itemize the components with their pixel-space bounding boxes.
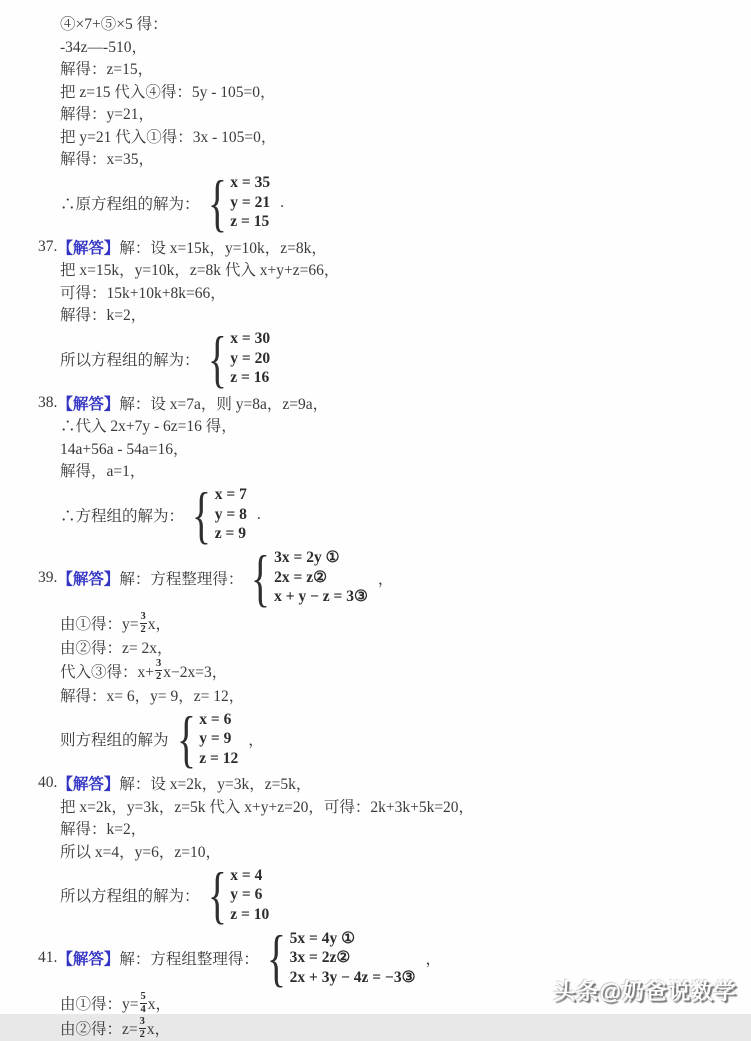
left-brace-icon: {: [207, 166, 227, 238]
trailing-punctuation: ，: [425, 950, 441, 968]
solution-line: [38, 459, 743, 482]
fraction-numerator: 3: [139, 1015, 145, 1027]
solution-line: [38, 1016, 743, 1041]
text-segment: 由①得：y=: [60, 616, 139, 634]
system-label: ∴原方程组的解为：: [60, 195, 200, 213]
text-segment: 由①得：y=: [60, 996, 139, 1014]
solution-line: [38, 303, 743, 326]
text-segment: 把 x=15k，y=10k，z=8k 代入 x+y+z=66，: [60, 262, 340, 280]
equation: x = 7: [214, 486, 247, 504]
system-label: ∴方程组的解为：: [60, 507, 185, 525]
text-segment: 把 z=15 代入④得：5y - 105=0，: [60, 83, 276, 101]
left-brace-icon: {: [207, 858, 227, 930]
equation-system-line: [38, 166, 743, 238]
solution-line: [38, 683, 743, 706]
problem-40-solution: [38, 772, 743, 930]
text-segment: 解得，a=1，: [60, 463, 146, 481]
text-segment: 解得：k=2，: [60, 307, 147, 325]
equation-group: [230, 866, 269, 925]
left-brace-icon: {: [251, 541, 271, 613]
equation-system-line: [38, 858, 743, 930]
solution-line: [38, 281, 743, 304]
text-segment: 14a+56a - 54a=16，: [60, 440, 189, 458]
equation: y = 6: [230, 886, 263, 903]
text-segment: 把 y=21 代入①得：3x - 105=0，: [60, 128, 277, 146]
equation-system-line: [38, 541, 743, 613]
system-label: 所以方程组的解为：: [60, 887, 200, 905]
equation: z = 12: [199, 749, 239, 767]
equation-system-line: [38, 702, 743, 774]
text-segment: 可得：15k+10k+8k=66，: [60, 284, 226, 302]
fraction: [139, 1016, 146, 1041]
solution-line: [38, 658, 743, 683]
text-segment: 代入③得：x+: [60, 663, 154, 681]
equation: x + y − z = 3③: [274, 588, 368, 606]
fraction-numerator: 3: [140, 610, 146, 622]
equation-system-line: [38, 322, 743, 394]
equation: 5x = 4y ①: [289, 929, 355, 947]
equation: y = 21: [230, 193, 271, 211]
fraction-numerator: 5: [140, 990, 146, 1002]
fraction-denominator: 2: [140, 623, 146, 635]
left-brace-icon: {: [191, 478, 211, 550]
equation: 3x = 2y ①: [274, 549, 340, 567]
solution-line: [38, 35, 743, 58]
answer-tag: 【解答】: [57, 395, 120, 413]
text-segment: x，: [147, 996, 172, 1014]
equation: y = 20: [230, 349, 271, 367]
fraction: [140, 611, 147, 636]
equation: x = 35: [230, 174, 271, 192]
text-segment: -34z—-510，: [60, 38, 147, 56]
problem-37-solution: [38, 236, 743, 394]
equation-group: [230, 173, 270, 232]
problem-number: 38.: [38, 393, 58, 411]
text-segment: 解：设 x=7a，则 y=8a，z=9a，: [119, 395, 329, 413]
equation-group: [290, 929, 416, 988]
watermark: 头条@奶爸说数学: [553, 979, 737, 1004]
solution-line: [38, 839, 743, 862]
answer-tag: 【解答】: [57, 950, 120, 968]
equation: z = 16: [230, 369, 270, 387]
solution-line: [38, 817, 743, 840]
system-label: 解：方程组整理得：: [119, 950, 259, 968]
solution-line: [38, 611, 743, 636]
equation: x = 30: [230, 330, 271, 348]
answer-tag: 【解答】: [57, 776, 120, 793]
solution-line: [38, 80, 743, 103]
equation: z = 9: [214, 525, 246, 543]
text-segment: 由②得：z=: [60, 1021, 138, 1039]
text-segment: 解得：z=15，: [60, 61, 154, 79]
numbered-solution-line: [38, 236, 743, 259]
trailing-punctuation: ，: [248, 731, 264, 749]
solution-line: [38, 57, 743, 80]
fraction-denominator: 2: [139, 1028, 145, 1040]
numbered-solution-line: [38, 772, 743, 795]
fraction-denominator: 4: [140, 1003, 146, 1015]
solution-line: [38, 437, 743, 460]
text-segment: 所以 x=4，y=6，z=10，: [60, 843, 221, 861]
solution-line: [38, 258, 743, 281]
text-segment: 解得：k=2，: [60, 821, 147, 838]
equation-system-line: [38, 478, 743, 550]
left-brace-icon: {: [176, 702, 196, 774]
text-segment: 解：设 x=15k，y=10k，z=8k，: [119, 239, 327, 257]
answer-tag: 【解答】: [57, 570, 120, 588]
left-brace-icon: {: [207, 322, 227, 394]
solution-line: [38, 102, 743, 125]
problem-number: 37.: [38, 237, 58, 255]
trailing-punctuation: ，: [377, 570, 394, 588]
system-label: 所以方程组的解为：: [60, 351, 200, 369]
problem-39-solution: [38, 541, 743, 774]
problem-38-solution: [38, 392, 743, 550]
text-segment: ∴代入 2x+7y - 6z=16 得，: [60, 418, 237, 436]
text-segment: 把 x=2k，y=3k，z=5k 代入 x+y+z=20，可得：2k+3k+5k=20，: [60, 798, 475, 816]
solution-line: [38, 125, 743, 148]
system-label: 解：方程整理得：: [119, 570, 244, 588]
text-segment: ④×7+⑤×5 得：: [60, 16, 168, 34]
solution-line: [38, 794, 743, 817]
equation: x = 6: [199, 710, 232, 728]
equation: 3x = 2z②: [289, 949, 351, 966]
problem-number: 40.: [38, 774, 58, 791]
equation: z = 10: [230, 905, 270, 923]
solution-line: [38, 147, 743, 170]
trailing-punctuation: .: [256, 505, 261, 523]
equation-group: [230, 329, 270, 388]
equation: y = 9: [199, 730, 232, 747]
solution-line: [38, 636, 743, 659]
trailing-punctuation: .: [280, 193, 284, 211]
fraction: [140, 991, 147, 1016]
numbered-solution-line: [38, 392, 743, 415]
text-segment: 解得：x=35，: [60, 151, 154, 169]
fraction: [155, 658, 162, 683]
text-segment: x，: [146, 1021, 171, 1039]
equation-group: [215, 485, 247, 544]
equation: 2x = z②: [274, 568, 327, 586]
equation-group: [274, 548, 368, 607]
equation: 2x + 3y − 4z = −3③: [289, 968, 416, 986]
problem-36-solution-continuation: [38, 12, 743, 238]
system-label: 则方程组的解为: [60, 731, 169, 749]
equation: x = 4: [230, 866, 263, 884]
answer-tag: 【解答】: [57, 239, 120, 257]
text-segment: x−2x=3，: [163, 663, 228, 681]
solution-line: [38, 414, 743, 437]
text-segment: 由②得：z= 2x，: [60, 639, 173, 657]
solution-line: [38, 12, 743, 35]
equation-group: [199, 710, 238, 769]
problem-number: 41.: [38, 948, 58, 966]
fraction-denominator: 2: [156, 671, 162, 683]
fraction-numerator: 3: [156, 658, 162, 670]
equation: z = 15: [230, 213, 270, 231]
text-segment: 解得：x= 6，y= 9，z= 12，: [60, 687, 245, 705]
text-segment: 解得：y=21，: [60, 106, 154, 124]
equation: y = 8: [214, 505, 247, 523]
problem-number: 39.: [38, 568, 58, 586]
left-brace-icon: {: [266, 921, 286, 993]
text-segment: 解：设 x=2k，y=3k，z=5k，: [119, 776, 312, 793]
text-segment: x，: [147, 616, 172, 634]
